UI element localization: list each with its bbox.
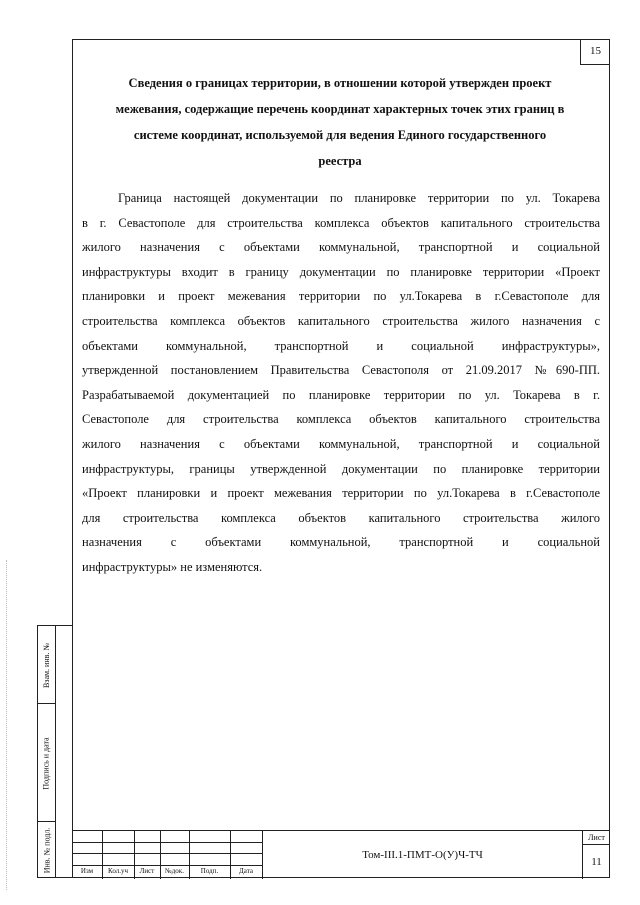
document-code-text: Том-III.1-ПМТ-О(У)Ч-ТЧ (362, 849, 483, 861)
side-stamp (37, 625, 73, 878)
paragraph-line: «Проект планировки и проект межевания территории по ул.Токарева в г.Севастополе (82, 486, 600, 501)
stamp-header-data: Дата (239, 867, 253, 875)
paragraph-line: Разрабатываемой документацией по планировке территории по ул. Токарева в г. (82, 387, 600, 402)
paragraph-line: планировки и проект межевания территории по ул.Токарева в г.Севастополе для (82, 289, 600, 304)
paragraph-line: в г. Севастополе для строительства комплекса объектов капитального строительства (82, 215, 600, 230)
paragraph-line: для строительства комплекса объектов капитального строительства жилого (82, 510, 600, 525)
sheet-label: Лист (583, 831, 610, 845)
paragraph-line: Граница настоящей документации по планировке территории по ул. Токарева (118, 191, 600, 205)
page-number: 15 (590, 45, 601, 57)
title-line: системе координат, используемой для ведения Единого государственного (133, 128, 547, 142)
stamp-header-list: Лист (139, 867, 155, 875)
paragraph-line: инфраструктуры» не изменяются. (82, 559, 263, 574)
section-title (90, 70, 590, 174)
body-paragraph (82, 186, 600, 580)
title-block (72, 830, 610, 878)
stamp-header-ndok: №док. (165, 867, 184, 875)
document-code (262, 831, 582, 879)
scan-edge (6, 560, 8, 890)
title-line: реестра (318, 154, 362, 168)
side-stamp-divider (55, 626, 56, 877)
paragraph-line: утвержденной постановлением Правительства Севастополя от 21.09.2017 №690-ПП. (82, 363, 600, 378)
stamp-header-podp: Подп. (200, 867, 219, 875)
stamp-header-koluch: Кол.уч (108, 867, 128, 875)
grid-line (72, 842, 262, 843)
paragraph-line: инфраструктуры, границы утвержденной документации по планировке территории (82, 461, 600, 476)
title-line: Сведения о границах территории, в отношении которой утвержден проект (128, 76, 552, 90)
title-block-grid (72, 831, 262, 879)
title-line: межевания, содержащие перечень координат характерных точек этих границ в (115, 102, 565, 116)
grid-line (72, 865, 262, 866)
paragraph-line: объектами коммунальной, транспортной и социальной инфраструктуры», (82, 338, 600, 353)
paragraph-line: жилого назначения с объектами коммунальной, транспортной и социальной (82, 436, 600, 451)
grid-line (72, 853, 262, 854)
page-number-box (580, 39, 610, 65)
inv-podl-label: Инв. № подл. (42, 827, 51, 874)
vzam-inv-label: Взам. инв. № (42, 642, 51, 688)
paragraph-line: Севастополе для строительства комплекса объектов капитального строительства (82, 412, 600, 427)
paragraph-line: строительства комплекса объектов капитального строительства жилого назначения с (82, 313, 600, 328)
paragraph-line: инфраструктуры входит в границу документации по планировке территории «Проект (82, 264, 600, 279)
stamp-header-izm: Изм (80, 867, 94, 875)
sheet-number: 11 (591, 856, 602, 868)
podpis-data-label: Подпись и дата (42, 736, 51, 790)
sheet-cell (582, 831, 610, 879)
paragraph-line: назначения с объектами коммунальной, транспортной и социальной (82, 535, 600, 550)
paragraph-line: жилого назначения с объектами коммунальной, транспортной и социальной (82, 240, 600, 255)
